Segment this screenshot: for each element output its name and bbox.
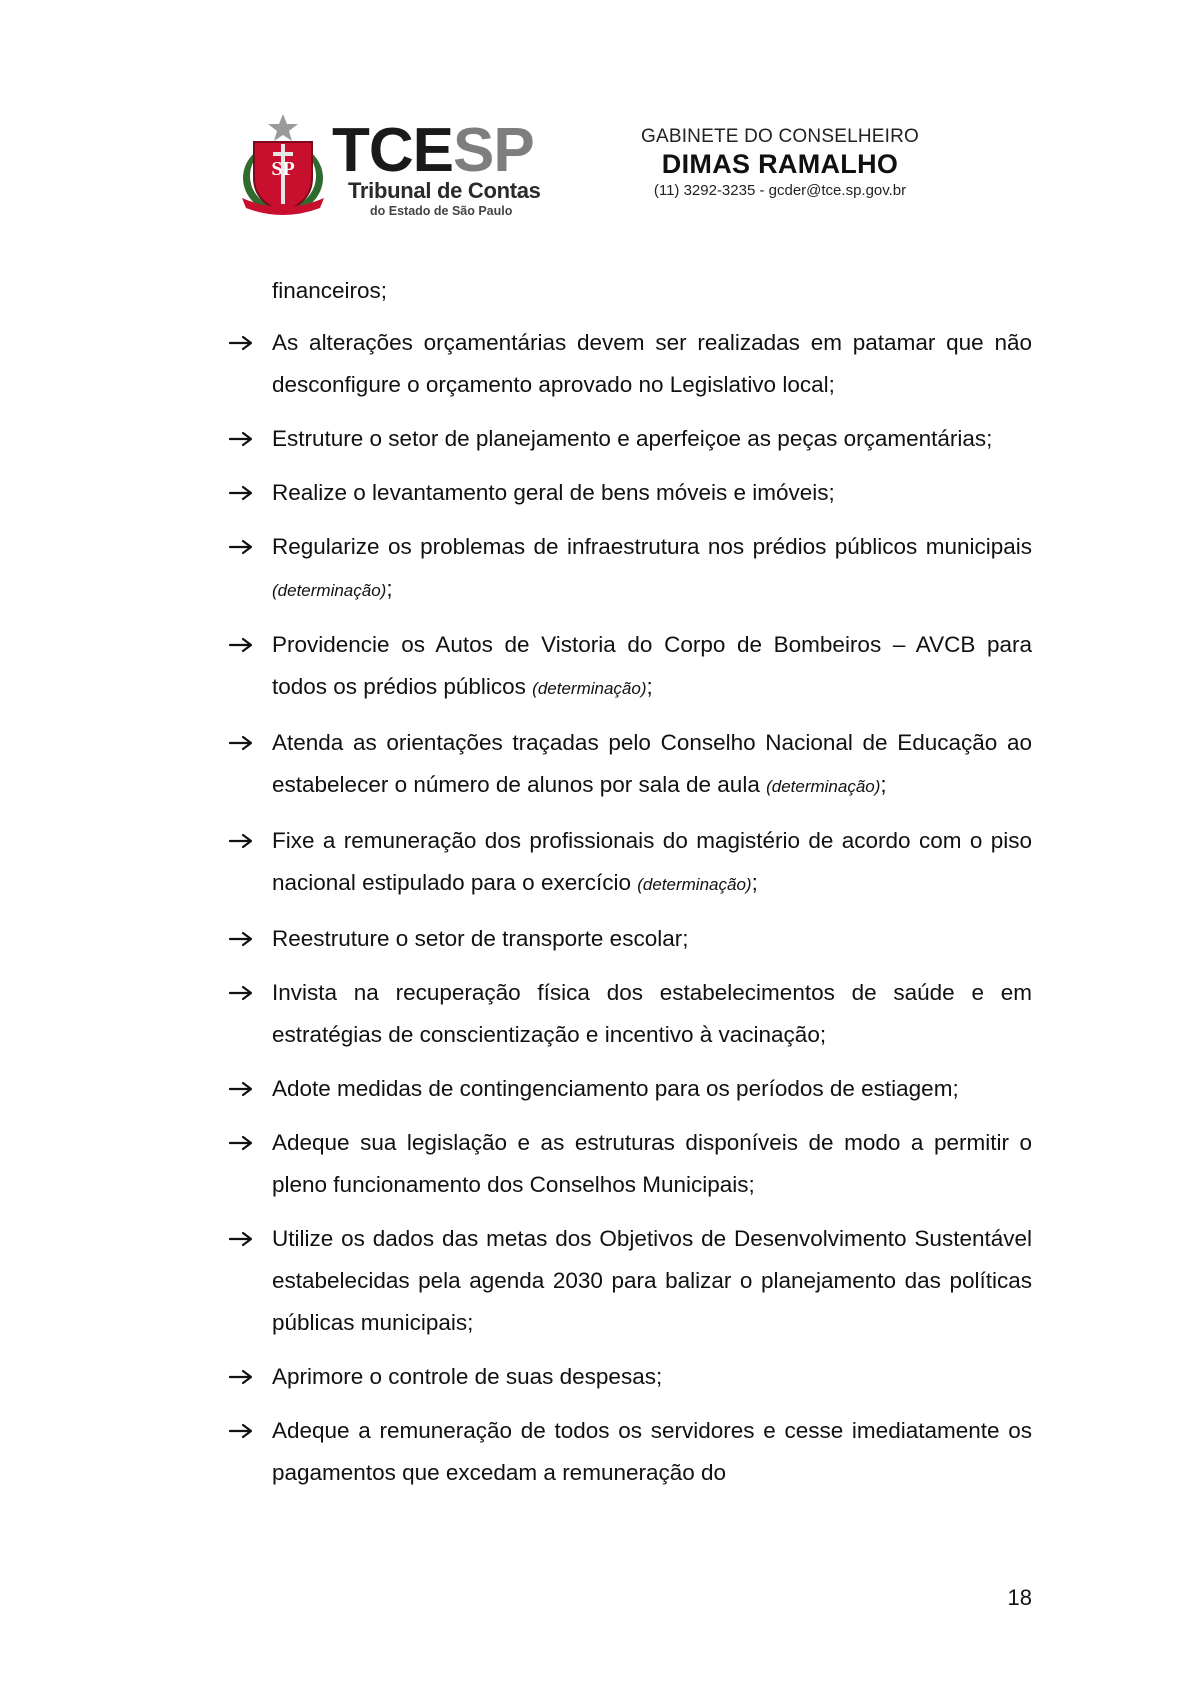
item-text: Reestruture o setor de transporte escolar;: [272, 926, 689, 951]
item-text: Utilize os dados das metas dos Objetivos de Desenvolvimento Sustentável estabelecidas pela agenda 2030 para balizar o planejamento das políticas públicas municipais;: [272, 1226, 1032, 1335]
list-item: [226, 526, 1032, 612]
list-item: [226, 1218, 1032, 1344]
right-arrow-icon: [226, 481, 256, 505]
list-item-text: [272, 624, 1032, 710]
item-text: Aprimore o controle de suas despesas;: [272, 1364, 663, 1389]
item-text: Providencie os Autos de Vistoria do Corpo de Bombeiros – AVCB para todos os prédios públicos: [272, 632, 1032, 699]
list-item-text: [272, 472, 1032, 514]
list-item: [226, 624, 1032, 710]
cabinet-contact: (11) 3292-3235 - gcder@tce.sp.gov.br: [653, 182, 907, 199]
right-arrow-icon: [226, 1131, 256, 1155]
seal-text: SP: [271, 158, 295, 180]
page-number: 18: [1007, 1585, 1032, 1610]
list-item-text: [272, 1068, 1032, 1110]
continuation-text: financeiros;: [272, 278, 388, 303]
item-punctuation: ;: [646, 674, 653, 699]
tcesp-logo: [240, 112, 570, 220]
brand-subtitle-2: do Estado de São Paulo: [370, 204, 513, 218]
list-item: [226, 1356, 1032, 1398]
right-arrow-icon: [226, 427, 256, 451]
list-item-text: [272, 526, 1032, 612]
item-text: Regularize os problemas de infraestrutura nos prédios públicos municipais: [272, 534, 1032, 559]
right-arrow-icon: [226, 1419, 256, 1443]
list-item-text: [272, 1410, 1032, 1494]
list-item-text: [272, 1356, 1032, 1398]
item-punctuation: ;: [880, 772, 887, 797]
item-text: Fixe a remuneração dos profissionais do magistério de acordo com o piso nacional estipulado para o exercício: [272, 828, 1032, 895]
list-item-text: [272, 918, 1032, 960]
cabinet-title: GABINETE DO CONSELHEIRO: [640, 126, 920, 147]
list-item-text: [272, 820, 1032, 906]
list-item-text: [272, 972, 1032, 1056]
item-text: Invista na recuperação física dos estabelecimentos de saúde e em estratégias de conscientização e incentivo à vacinação;: [272, 980, 1032, 1047]
list-item-text: [272, 722, 1032, 808]
list-item-text: [272, 418, 1032, 460]
brand-accent: SP: [453, 116, 534, 185]
right-arrow-icon: [226, 1077, 256, 1101]
list-item: [226, 722, 1032, 808]
list-item-text: [272, 1122, 1032, 1206]
right-arrow-icon: [226, 1365, 256, 1389]
list-item: [226, 1122, 1032, 1206]
right-arrow-icon: [226, 1227, 256, 1251]
right-arrow-icon: [226, 829, 256, 853]
list-item: [226, 972, 1032, 1056]
list-item: [226, 918, 1032, 960]
brand-wordmark: [332, 116, 534, 185]
list-item: [226, 1410, 1032, 1494]
list-item: [226, 322, 1032, 406]
right-arrow-icon: [226, 633, 256, 657]
list-item-text: [272, 1218, 1032, 1344]
item-text: Adeque sua legislação e as estruturas disponíveis de modo a permitir o pleno funcionamento dos Conselhos Municipais;: [272, 1130, 1032, 1197]
right-arrow-icon: [226, 331, 256, 355]
determination-note: (determinação): [532, 679, 647, 698]
brand-subtitle: Tribunal de Contas: [348, 178, 541, 203]
list-item: [226, 820, 1032, 906]
list-item: [226, 1068, 1032, 1110]
item-text: Estruture o setor de planejamento e aperfeiçoe as peças orçamentárias;: [272, 426, 993, 451]
list-item-text: [272, 322, 1032, 406]
determination-note: (determinação): [766, 777, 881, 796]
item-punctuation: ;: [386, 576, 393, 601]
item-punctuation: ;: [751, 870, 758, 895]
brand-main: TCE: [332, 116, 453, 185]
counselor-name: DIMAS RAMALHO: [661, 149, 899, 179]
recommendation-list: [226, 322, 1032, 1494]
cabinet-header: [620, 126, 940, 199]
right-arrow-icon: [226, 731, 256, 755]
document-body: [226, 270, 1032, 1506]
item-text: Realize o levantamento geral de bens móveis e imóveis;: [272, 480, 835, 505]
list-item: [226, 418, 1032, 460]
right-arrow-icon: [226, 535, 256, 559]
right-arrow-icon: [226, 981, 256, 1005]
item-text: As alterações orçamentárias devem ser realizadas em patamar que não desconfigure o orçamento aprovado no Legislativo local;: [272, 330, 1032, 397]
item-text: Adote medidas de contingenciamento para os períodos de estiagem;: [272, 1076, 959, 1101]
item-text: Atenda as orientações traçadas pelo Conselho Nacional de Educação ao estabelecer o número de alunos por sala de aula: [272, 730, 1032, 797]
right-arrow-icon: [226, 927, 256, 951]
list-item: [226, 472, 1032, 514]
determination-note: (determinação): [637, 875, 752, 894]
item-text: Adeque a remuneração de todos os servidores e cesse imediatamente os pagamentos que excedam a remuneração do: [272, 1418, 1032, 1485]
determination-note: (determinação): [272, 581, 387, 600]
